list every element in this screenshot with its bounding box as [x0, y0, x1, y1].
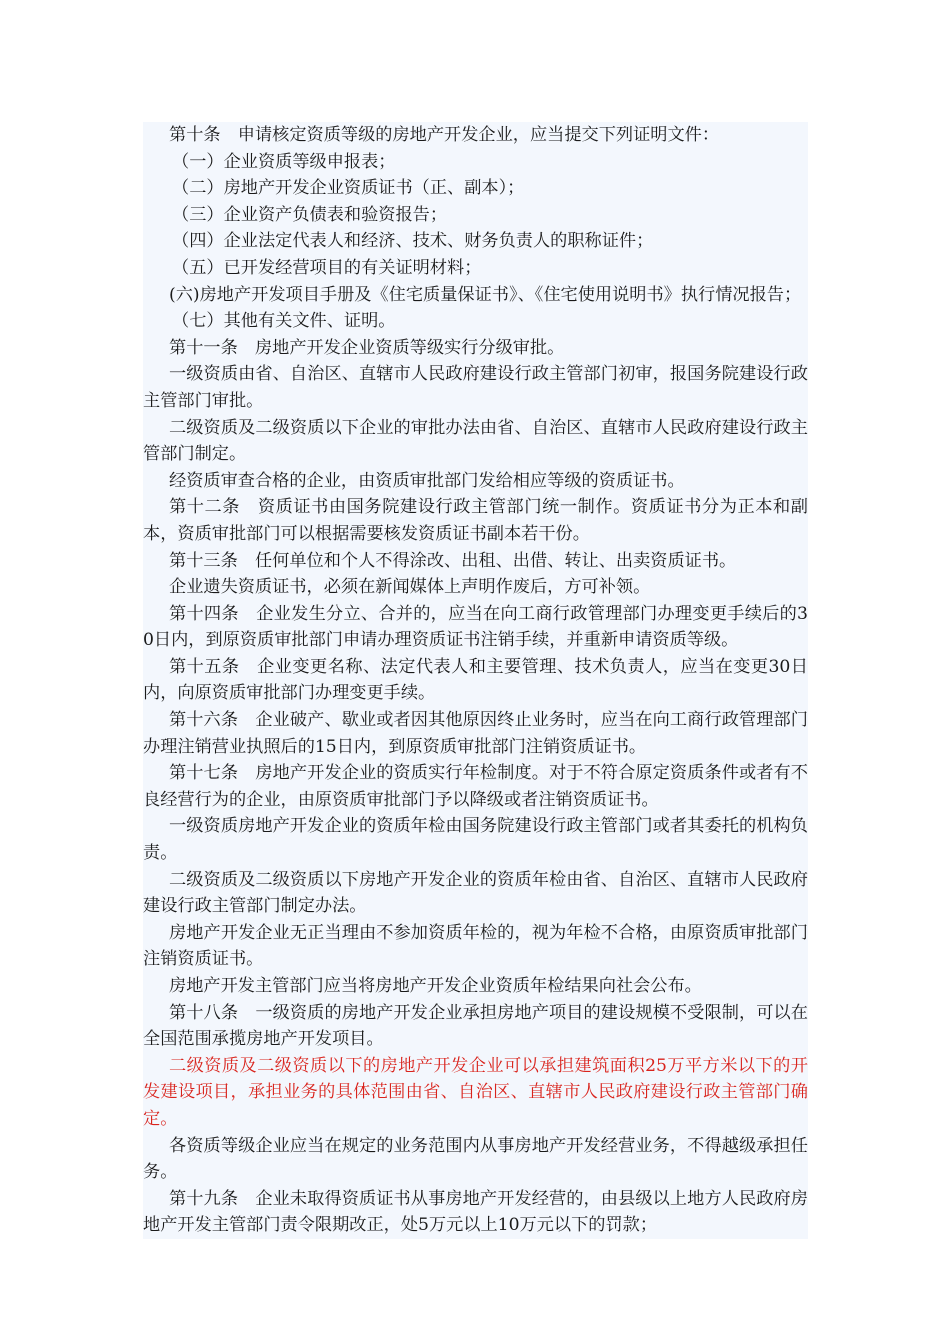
list-item-4: （四）企业法定代表人和经济、技术、财务负责人的职称证件；: [143, 228, 808, 255]
article-17-para-2: 二级资质及二级资质以下房地产开发企业的资质年检由省、自治区、直辖市人民政府建设行政主管部门制定办法。: [143, 867, 808, 920]
article-14: 第十四条 企业发生分立、合并的，应当在向工商行政管理部门办理变更手续后的30日内，到原资质审批部门申请办理资质证书注销手续，并重新申请资质等级。: [143, 601, 808, 654]
article-13: 第十三条 任何单位和个人不得涂改、出租、出借、转让、出卖资质证书。: [143, 548, 808, 575]
article-18-para-2: 各资质等级企业应当在规定的业务范围内从事房地产开发经营业务，不得越级承担任务。: [143, 1133, 808, 1186]
list-item-5: （五）已开发经营项目的有关证明材料；: [143, 255, 808, 282]
article-18: 第十八条 一级资质的房地产开发企业承担房地产项目的建设规模不受限制，可以在全国范围承揽房地产开发项目。: [143, 1000, 808, 1053]
article-11: 第十一条 房地产开发企业资质等级实行分级审批。: [143, 335, 808, 362]
article-13-para-1: 企业遗失资质证书，必须在新闻媒体上声明作废后，方可补领。: [143, 574, 808, 601]
list-item-6: (六)房地产开发项目手册及《住宅质量保证书》、《住宅使用说明书》执行情况报告；: [143, 282, 808, 309]
article-11-para-2: 二级资质及二级资质以下企业的审批办法由省、自治区、直辖市人民政府建设行政主管部门制定。: [143, 415, 808, 468]
article-17-para-3: 房地产开发企业无正当理由不参加资质年检的，视为年检不合格，由原资质审批部门注销资质证书。: [143, 920, 808, 973]
list-item-7: （七）其他有关文件、证明。: [143, 308, 808, 335]
article-18-para-1-highlighted: 二级资质及二级资质以下的房地产开发企业可以承担建筑面积25万平方米以下的开发建设项目，承担业务的具体范围由省、自治区、直辖市人民政府建设行政主管部门确定。: [143, 1053, 808, 1133]
article-10-heading: 第十条 申请核定资质等级的房地产开发企业，应当提交下列证明文件：: [143, 122, 808, 149]
article-19: 第十九条 企业未取得资质证书从事房地产开发经营的，由县级以上地方人民政府房地产开发主管部门责令限期改正，处5万元以上10万元以下的罚款；: [143, 1186, 808, 1239]
article-17-para-1: 一级资质房地产开发企业的资质年检由国务院建设行政主管部门或者其委托的机构负责。: [143, 813, 808, 866]
article-17-para-4: 房地产开发主管部门应当将房地产开发企业资质年检结果向社会公布。: [143, 973, 808, 1000]
list-item-3: （三）企业资产负债表和验资报告；: [143, 202, 808, 229]
article-16: 第十六条 企业破产、歇业或者因其他原因终止业务时，应当在向工商行政管理部门办理注销营业执照后的15日内，到原资质审批部门注销资质证书。: [143, 707, 808, 760]
article-15: 第十五条 企业变更名称、法定代表人和主要管理、技术负责人，应当在变更30日内，向原资质审批部门办理变更手续。: [143, 654, 808, 707]
list-item-1: （一）企业资质等级申报表；: [143, 149, 808, 176]
article-11-para-3: 经资质审查合格的企业，由资质审批部门发给相应等级的资质证书。: [143, 468, 808, 495]
article-11-para-1: 一级资质由省、自治区、直辖市人民政府建设行政主管部门初审，报国务院建设行政主管部门审批。: [143, 361, 808, 414]
article-12: 第十二条 资质证书由国务院建设行政主管部门统一制作。资质证书分为正本和副本，资质审批部门可以根据需要核发资质证书副本若干份。: [143, 494, 808, 547]
list-item-2: （二）房地产开发企业资质证书（正、副本）；: [143, 175, 808, 202]
article-17: 第十七条 房地产开发企业的资质实行年检制度。对于不符合原定资质条件或者有不良经营行为的企业，由原资质审批部门予以降级或者注销资质证书。: [143, 760, 808, 813]
document-body: [143, 122, 808, 1239]
